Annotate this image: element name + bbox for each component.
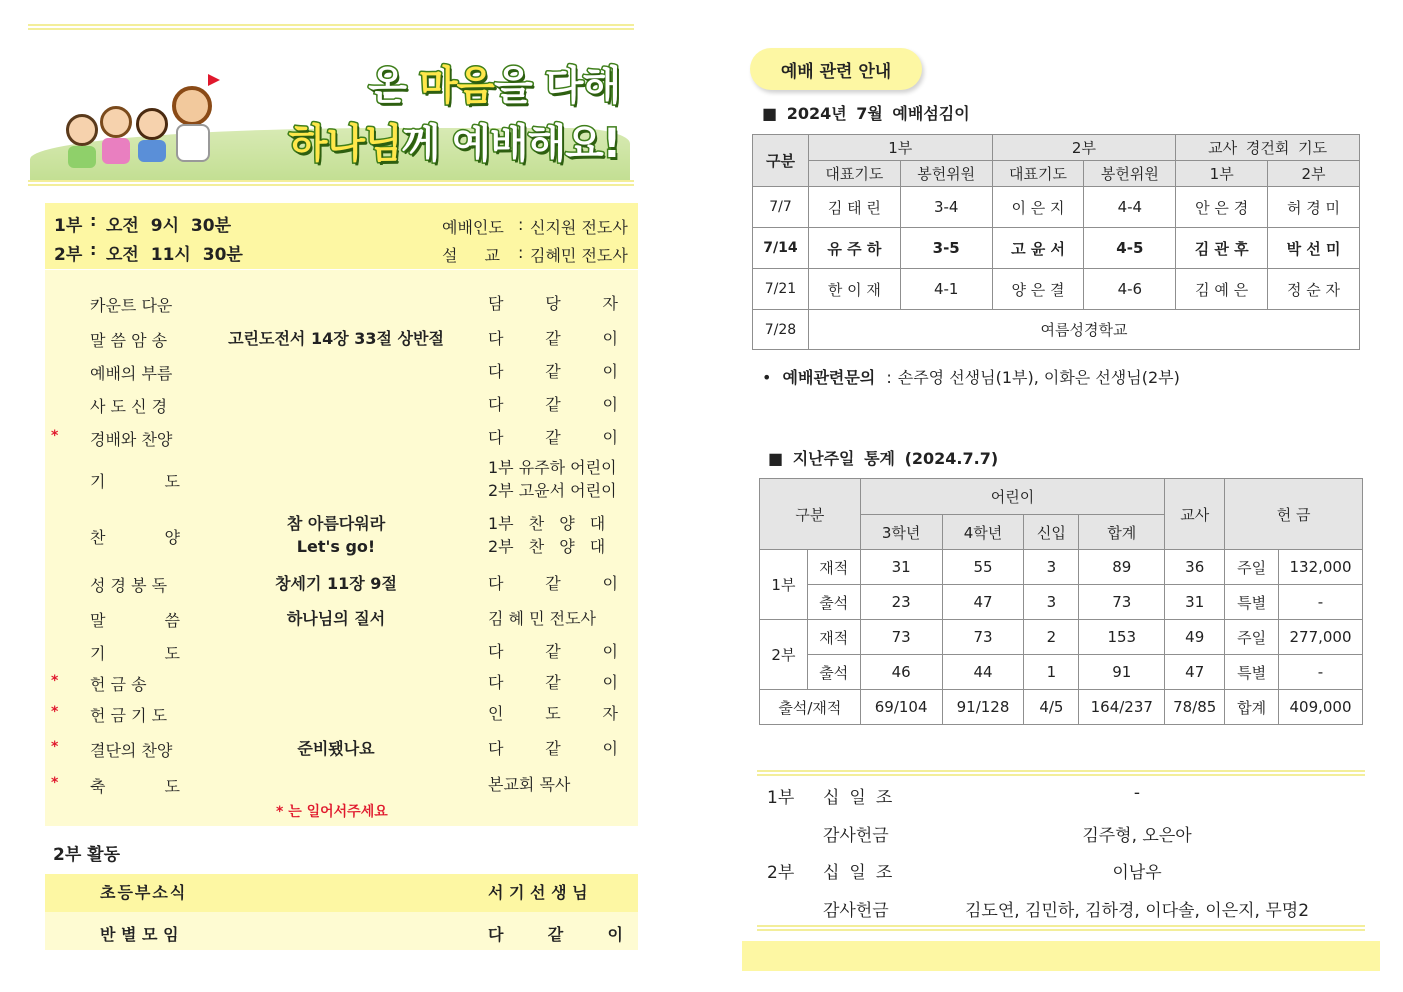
notice-title: 예배 관련 안내 bbox=[750, 48, 922, 90]
order-row bbox=[45, 638, 638, 664]
service-schedule-title: ■ 2024년 7월 예배섬김이 bbox=[762, 104, 970, 123]
order-item: 축 도 bbox=[90, 777, 180, 796]
service-group-2: 2부 bbox=[992, 135, 1176, 161]
service-table-category: 구분 bbox=[753, 135, 809, 187]
offering-bottom-divider bbox=[757, 925, 1365, 931]
order-row bbox=[45, 511, 638, 559]
order-content: 참 아름다워라 Let's go! bbox=[286, 514, 386, 556]
leader-role: 예배인도 bbox=[442, 218, 504, 237]
child-3 bbox=[136, 108, 168, 140]
activity-1-item: 초등부소식 bbox=[100, 883, 188, 902]
flag-icon bbox=[208, 74, 220, 86]
stats-row: 2부 재적 73 73 2 153 49 주일 277,000 bbox=[760, 620, 1363, 655]
order-content: 하나님의 질서 bbox=[286, 609, 386, 628]
service-table: 구분 1부 2부 교사 경건회 기도 대표기도 봉헌위원 대표기도 봉헌위원 1부 2부 7/7 김 태 린 3-4 이 은 지 4-4 안 은 경 허 경 미 7/14 유 주 하 3-5 고 윤 서 4-5 김 관 후 박 선 미 7/21 한 이 재 4-1 양 은 결 4-6 김 예 은 정 순 자 7/28 여름성경학교 bbox=[752, 134, 1360, 350]
order-responsible: 다 같 이 bbox=[488, 362, 618, 381]
stand-star-icon: * bbox=[51, 673, 59, 689]
order-item: 말 씀 bbox=[90, 611, 180, 630]
stand-note: * 는 일어서주세요 bbox=[276, 804, 388, 820]
order-responsible: 다 같 이 bbox=[488, 642, 618, 661]
order-row bbox=[45, 700, 638, 726]
order-responsible: 김 혜 민 전도사 bbox=[488, 609, 596, 628]
stats-teacher: 교사 bbox=[1165, 479, 1225, 550]
order-responsible: 다 같 이 bbox=[488, 574, 618, 593]
order-item: 말 씀 암 송 bbox=[90, 331, 168, 350]
order-row bbox=[45, 391, 638, 417]
order-row bbox=[45, 605, 638, 631]
order-responsible: 다 같 이 bbox=[488, 395, 618, 414]
banner-divider bbox=[28, 180, 634, 186]
offering-top-divider bbox=[757, 770, 1365, 776]
offering-row: 감사헌금 김주형, 오은아 bbox=[823, 826, 1192, 846]
order-responsible: 다 같 이 bbox=[488, 428, 618, 447]
order-item: 헌 금 기 도 bbox=[90, 706, 168, 725]
service-row: 7/7 김 태 린 3-4 이 은 지 4-4 안 은 경 허 경 미 bbox=[753, 187, 1360, 228]
stand-star-icon: * bbox=[51, 775, 59, 791]
activity-2-item: 반 별 모 임 bbox=[100, 925, 179, 944]
banner-title-2: 하나님께 예배해요! bbox=[288, 121, 620, 167]
stats-children: 어린이 bbox=[860, 479, 1165, 515]
order-item: 기 도 bbox=[90, 644, 180, 663]
order-item: 경배와 찬양 bbox=[90, 430, 173, 449]
stand-star-icon: * bbox=[51, 428, 59, 444]
service-group-1: 1부 bbox=[808, 135, 992, 161]
service-row: 7/14 유 주 하 3-5 고 윤 서 4-5 김 관 후 박 선 미 bbox=[753, 228, 1360, 269]
order-row bbox=[45, 570, 638, 596]
stats-table: 구분 어린이 교사 헌 금 3학년 4학년 신입 합계 1부 재적 31 55 3 89 36 주일 132,000 출석 23 47 3 73 31 특별 - 2부 재적 73 73 2 153 49 주일 277,000 출석 46 44 1 91 47 특별 - 출석/재적 69/104 91/128 4/5 164/237 78/85 합계 409,000 bbox=[759, 478, 1363, 725]
order-responsible: 다 같 이 bbox=[488, 673, 618, 692]
stats-row: 출석 23 47 3 73 31 특별 - bbox=[760, 585, 1363, 620]
order-item: 찬 양 bbox=[90, 528, 180, 547]
activities-title: 2부 활동 bbox=[53, 845, 121, 865]
stand-star-icon: * bbox=[51, 739, 59, 755]
service-row-last: 7/28 여름성경학교 bbox=[753, 310, 1360, 350]
order-content: 준비됐나요 bbox=[297, 739, 375, 758]
order-row bbox=[45, 735, 638, 761]
stats-total-row: 출석/재적 69/104 91/128 4/5 164/237 78/85 합계 409,000 bbox=[760, 690, 1363, 725]
service-row: 7/21 한 이 재 4-1 양 은 결 4-6 김 예 은 정 순 자 bbox=[753, 269, 1360, 310]
stats-category: 구분 bbox=[760, 479, 861, 550]
jesus-figure bbox=[172, 86, 212, 126]
order-content: 창세기 11장 9절 bbox=[275, 574, 397, 593]
preacher-role: 설 교 bbox=[442, 246, 500, 265]
order-item: 예배의 부름 bbox=[90, 364, 173, 383]
top-divider bbox=[28, 24, 634, 30]
order-responsible: 다 같 이 bbox=[488, 739, 618, 758]
order-row bbox=[45, 290, 638, 316]
preacher-name: 김혜민 전도사 bbox=[530, 246, 628, 265]
stats-row: 1부 재적 31 55 3 89 36 주일 132,000 bbox=[760, 550, 1363, 585]
order-responsible: 인 도 자 bbox=[488, 704, 618, 723]
offering-row: 1부 십일조 - bbox=[767, 783, 1141, 808]
order-responsible: 1부 유주하 어린이 2부 고윤서 어린이 bbox=[488, 458, 617, 500]
activity-1-by: 서 기 선 생 님 bbox=[488, 883, 588, 902]
order-content: 고린도전서 14장 33절 상반절 bbox=[228, 329, 444, 348]
service-group-3: 교사 경건회 기도 bbox=[1176, 135, 1360, 161]
contact-line: • 예배관련문의 : 손주영 선생님(1부), 이화은 선생님(2부) bbox=[762, 368, 1180, 387]
offering-row: 2부 십일조 이남우 bbox=[767, 863, 1162, 883]
order-item: 기 도 bbox=[90, 472, 180, 491]
footer-bar bbox=[742, 941, 1380, 971]
order-row bbox=[45, 771, 638, 797]
order-item: 사 도 신 경 bbox=[90, 397, 168, 416]
order-row bbox=[45, 669, 638, 695]
time-1: 오전 9시 30분 bbox=[106, 216, 232, 236]
order-item: 헌 금 송 bbox=[90, 675, 147, 694]
order-row bbox=[45, 455, 638, 503]
stats-title: ■ 지난주일 통계 (2024.7.7) bbox=[768, 449, 999, 468]
order-item: 결단의 찬양 bbox=[90, 741, 173, 760]
leader-name: 신지원 전도사 bbox=[530, 218, 628, 237]
stats-table-body bbox=[760, 550, 1363, 690]
order-responsible: 1부 찬 양 대 2부 찬 양 대 bbox=[488, 514, 606, 556]
time-2: 오전 11시 30분 bbox=[106, 245, 243, 265]
service-table-body bbox=[753, 187, 1360, 310]
time-1-label: 1부 bbox=[54, 216, 83, 236]
child-2 bbox=[100, 106, 132, 138]
activity-2-by-text: 다 같 이 bbox=[488, 925, 623, 944]
order-row bbox=[45, 358, 638, 384]
stats-offering: 헌 금 bbox=[1225, 479, 1363, 550]
order-responsible: 본교회 목사 bbox=[488, 775, 571, 794]
order-item: 카운트 다운 bbox=[90, 296, 173, 315]
banner-title-1: 온 마음을 다해 bbox=[368, 63, 620, 109]
order-row bbox=[45, 325, 638, 351]
order-row bbox=[45, 424, 638, 450]
order-item: 성 경 봉 독 bbox=[90, 576, 168, 595]
stand-star-icon: * bbox=[51, 704, 59, 720]
order-responsible: 담 당 자 bbox=[488, 294, 618, 313]
offering-row: 감사헌금 김도연, 김민하, 김하경, 이다솔, 이은지, 무명2 bbox=[823, 901, 1310, 921]
banner-illustration bbox=[60, 70, 250, 170]
child-1 bbox=[66, 114, 98, 146]
order-responsible: 다 같 이 bbox=[488, 329, 618, 348]
stats-row: 출석 46 44 1 91 47 특별 - bbox=[760, 655, 1363, 690]
activity-2-by bbox=[488, 922, 623, 945]
time-2-label: 2부 bbox=[54, 245, 83, 265]
